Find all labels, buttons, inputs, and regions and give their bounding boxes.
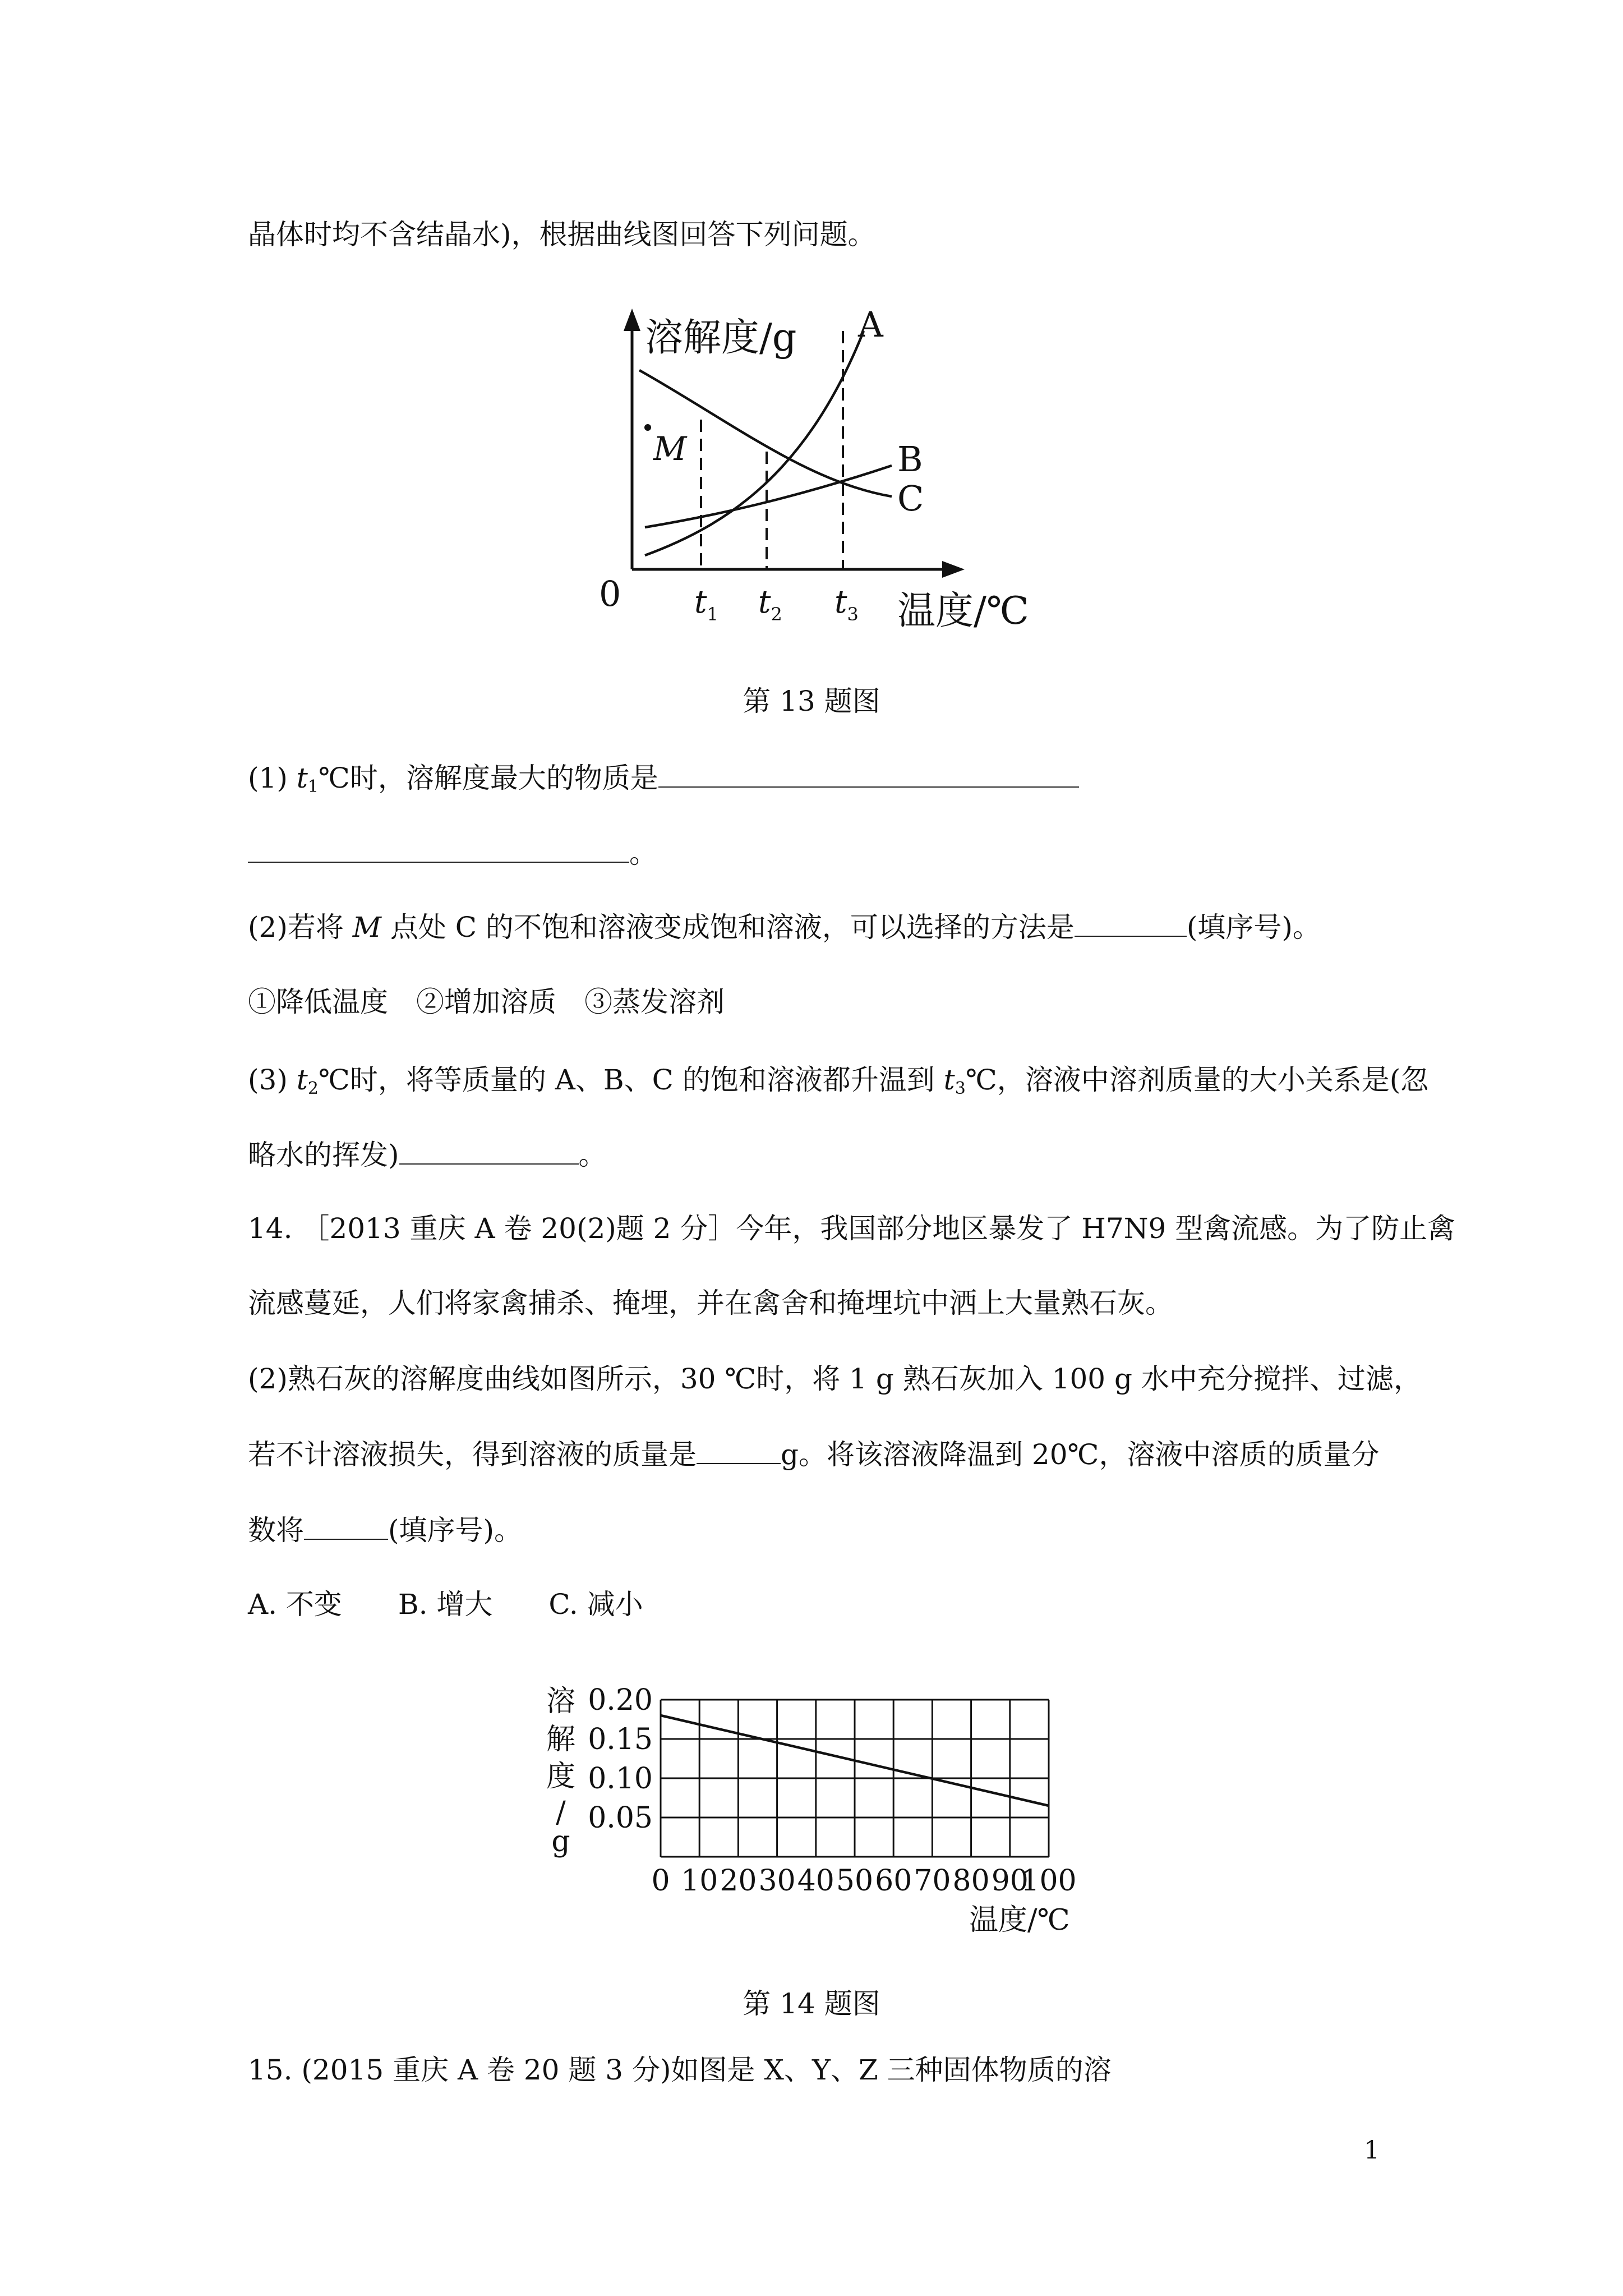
point-M-label: M	[653, 430, 687, 468]
y-label-char: 溶	[546, 1685, 576, 1718]
answer-blank-1a[interactable]	[658, 761, 1079, 788]
page-number: 1	[1364, 2136, 1380, 2165]
q13-part3: (3) $t_2℃$时，将等质量的 A、B、C 的饱和溶液都升温到 $t_3℃$，溶液中溶剂质量的大小关系是(忽	[248, 1064, 1429, 1098]
y-tick-label: 0.10	[588, 1762, 653, 1796]
figure-13	[583, 292, 1066, 639]
x-tick-label: 30	[758, 1864, 796, 1898]
x-tick-label: 80	[952, 1864, 990, 1898]
intro-text: 晶体时均不含结晶水)，根据曲线图回答下列问题。	[248, 218, 876, 251]
chart-x-label: 温度/℃	[969, 1903, 1070, 1937]
chart-grid	[661, 1700, 1049, 1857]
q15-line1: 15. (2015 重庆 A 卷 20 题 3 分)如图是 X、Y、Z 三种固体物质的溶	[248, 2054, 1112, 2086]
curve-A-label: A	[858, 304, 883, 345]
y-label-char: g	[551, 1825, 570, 1858]
q13-part2: (2)若将 M 点处 C 的不饱和溶液变成饱和溶液，可以选择的方法是 (填序号)。	[248, 911, 1321, 944]
q14-line3: (2)熟石灰的溶解度曲线如图所示，30 ℃时，将 1 g 熟石灰加入 100 g 水中充分搅拌、过滤，	[248, 1363, 1422, 1395]
x-tick-label: 10	[681, 1864, 718, 1898]
y-tick-label: 0.05	[588, 1801, 653, 1835]
answer-blank-2[interactable]	[1075, 910, 1187, 937]
answer-blank-1b[interactable]	[248, 836, 629, 863]
chart-y-label	[546, 1685, 575, 1858]
figure-14-chart	[527, 1660, 1122, 1952]
y-label-char: 度	[546, 1760, 576, 1793]
curve-B-label: B	[897, 439, 923, 480]
chart-x-ticks	[651, 1864, 1076, 1898]
q14-line1: 14. ［2013 重庆 A 卷 20(2)题 2 分］今年，我国部分地区暴发了 H7N9 型禽流感。为了防止禽	[248, 1212, 1456, 1245]
x-tick-label: 40	[797, 1864, 834, 1898]
fig13-y-label: 溶解度/g	[645, 316, 797, 360]
fig13-caption: 第 13 题图	[743, 685, 880, 717]
q13-part1: (1) $t_1℃$时，溶解度最大的物质是	[248, 761, 1079, 804]
y-tick-label: 0.15	[588, 1723, 653, 1756]
q14-line2: 流感蔓延，人们将家禽捕杀、掩埋，并在禽舍和掩埋坑中洒上大量熟石灰。	[248, 1287, 1173, 1319]
q13-options: ①降低温度 ②增加溶质 ③蒸发溶剂	[248, 986, 725, 1018]
q13-part3-cont: 略水的挥发) 。	[248, 1139, 607, 1171]
q13-part1-cont: 。	[248, 836, 657, 870]
x-tick-label: 60	[875, 1864, 912, 1898]
q14-line5: 数将 (填序号)。	[248, 1514, 523, 1547]
y-label-char: /	[556, 1796, 566, 1829]
y-label-char: 解	[546, 1723, 576, 1756]
answer-blank-14b[interactable]	[304, 1513, 388, 1540]
point-M	[644, 424, 651, 431]
x-tick-label: 70	[914, 1864, 951, 1898]
x-tick-label: 50	[836, 1864, 874, 1898]
tick-t2: $t_2$	[758, 584, 782, 625]
q14-line4: 若不计溶液损失，得到溶液的质量是 g。将该溶液降温到 20℃，溶液中溶质的质量分	[248, 1438, 1380, 1471]
x-tick-label: 100	[1021, 1864, 1077, 1898]
x-tick-label: 90	[991, 1864, 1029, 1898]
curve-B	[645, 466, 892, 527]
x-tick-label: 0	[651, 1864, 670, 1898]
answer-blank-14a[interactable]	[697, 1437, 781, 1464]
x-tick-label: 20	[720, 1864, 757, 1898]
answer-blank-3[interactable]	[399, 1138, 579, 1165]
chart-y-ticks	[588, 1683, 653, 1835]
fig13-origin: 0	[599, 573, 621, 614]
fig13-x-label: 温度/℃	[897, 589, 1029, 633]
y-tick-label: 0.20	[588, 1683, 653, 1717]
fig13-y-arrow	[624, 309, 640, 331]
tick-t1: $t_1$	[694, 584, 718, 625]
tick-t3: $t_3$	[834, 584, 859, 625]
fig14-caption: 第 14 题图	[743, 1987, 880, 2020]
fig13-x-arrow	[942, 561, 965, 578]
q14-options: A. 不变 B. 增大 C. 减小	[248, 1588, 643, 1621]
curve-C-label: C	[897, 478, 924, 519]
